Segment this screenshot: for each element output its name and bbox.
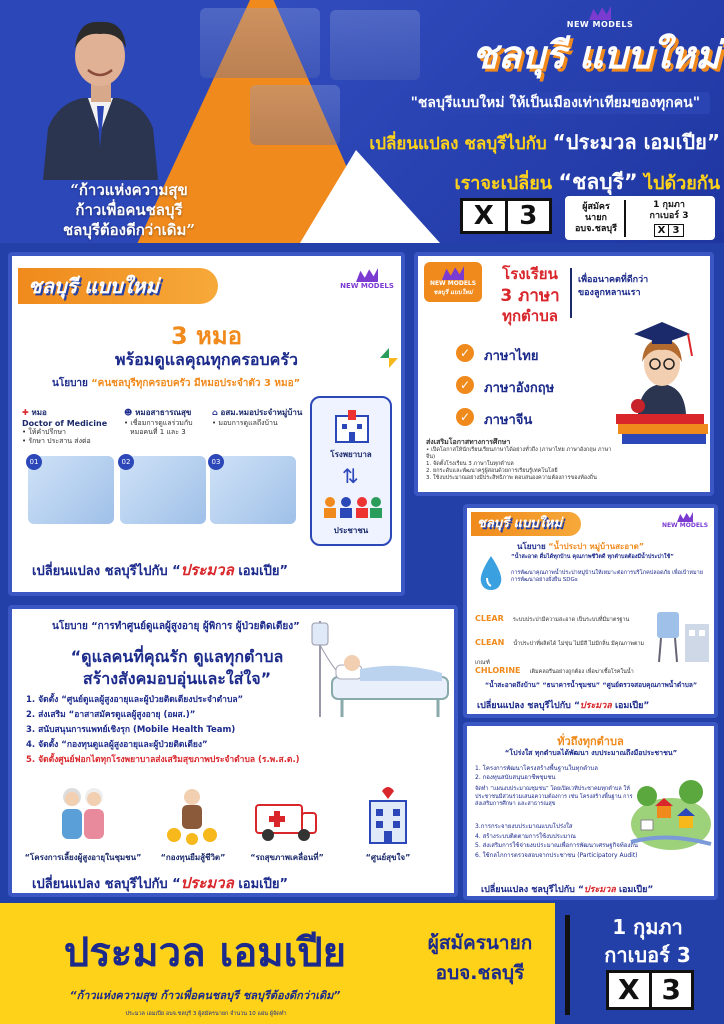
- hospital-people-panel: [310, 396, 392, 546]
- exchange-arrow-icon: ⇅: [342, 464, 359, 488]
- policy-text: “การทำศูนย์ดูแลผู้สูงอายุ ผู้พิการ ผู้ป่วยติดเตียง”: [91, 621, 300, 632]
- footer-name: ประมวล: [579, 701, 612, 711]
- water-drop-icon: [477, 554, 505, 592]
- background-photo: [250, 85, 340, 145]
- village-map-illustration: [627, 766, 713, 856]
- water-item-text: เติมคลอรีนอย่างถูกต้อง เพื่อฆ่าเชื้อโรคในน้ำ: [529, 669, 634, 675]
- card-title: 3 หมอ: [170, 322, 243, 350]
- doctor-name: อสม.หมอประจำหมู่บ้าน: [220, 408, 303, 417]
- role-line: ผู้สมัครนายก: [427, 932, 533, 954]
- slogan-line: ก้าวเพื่อคนชลบุรี: [75, 201, 183, 219]
- fund-paragraph: จัดทำ “แผนงบประมาณชุมชน” โดยเปิดเวทีประชาคมทุกตำบล ให้ประชาชนมีส่วนร่วมเสนอความต้องการ เช่น โครงสร้างพื้นฐาน การส่งเสริมการศึกษา และสาธารณสุข: [475, 786, 633, 807]
- new-models-logo: [332, 268, 402, 290]
- doctor-point: หมอคนที่ 1 และ 3: [130, 428, 186, 436]
- mini-ballot-x: X: [655, 225, 669, 236]
- role-line: นายก: [585, 212, 607, 223]
- language-label: ภาษาอังกฤษ: [484, 381, 555, 396]
- tagline-text: "ชลบุรีแบบใหม่ ให้เป็นเมืองเท่าเทียมของทุกคน": [401, 92, 710, 114]
- notes-line: • เปิดโอกาสให้นักเรียนเรียนภาษาได้อย่างทั่วถึง (ภาษาไทย ภาษาอังกฤษ ภาษาจีน): [426, 447, 612, 460]
- vote-number-label: กาเบอร์ 3: [604, 943, 691, 967]
- card-subtitle: พร้อมดูแลคุณทุกครอบครัว: [115, 350, 298, 369]
- card-banner: ชลบุรี แบบใหม่: [471, 512, 581, 536]
- policy-label: นโยบาย: [52, 378, 88, 389]
- ballot-x: X: [463, 201, 508, 231]
- water-item-label: CHLORINE: [475, 666, 521, 675]
- doctor-name: หมอสาธารณสุข: [135, 408, 192, 417]
- election-date-info: [575, 913, 720, 969]
- fund-item: 1. โครงการพัฒนาโครงสร้างพื้นฐานในทุกตำบล: [475, 765, 598, 772]
- ballot-x: X: [609, 973, 652, 1007]
- elder-icon-caption: “โครงการเลี้ยงผู้สูงอายุในชุมชน”: [24, 853, 142, 862]
- new-models-icon: [442, 266, 464, 280]
- new-models-icon: [677, 512, 693, 522]
- role-line: อบจ.ชลบุรี: [575, 223, 617, 234]
- role-line: อบจ.ชลบุรี: [435, 962, 525, 984]
- notes-line: 2. ยกระดับและพัฒนาครูผู้สอนด้วยการเรียนรู้เทคโนโลยี: [426, 468, 558, 474]
- footer-prefix: เปลี่ยนแปลง ชลบุรีไปกับ “: [481, 885, 584, 895]
- header-tagline: [340, 92, 710, 114]
- footer-suffix: เอมเปีย”: [233, 564, 288, 579]
- doctor-column: [22, 406, 132, 446]
- water-tags: “น้ำสะอาดถึงบ้าน” “ธนาคารน้ำชุมชน” “ศูนย์ตรวจสอบคุณภาพน้ำตำบล”: [484, 681, 698, 689]
- footer-name: ประมวล: [583, 885, 616, 895]
- elder-policy-list: [26, 693, 326, 768]
- card-budget-transparency: [463, 722, 718, 900]
- fund-item: 2. กองทุนสนับสนุนอาชีพชุมชน: [475, 774, 556, 781]
- hospital-icon: [332, 408, 372, 444]
- footer-fine-print: ประมวล เอมเปีย อบจ.ชลบุรี 3 ผู้สมัครนายก จำนวน 10 แผ่น ผู้จัดทำ: [125, 1011, 287, 1017]
- footer-suffix: เอมเปีย”: [233, 877, 288, 892]
- vote-date: 1 กุมภา: [653, 199, 685, 210]
- water-item-text: น้ำประปาที่ผลิตได้ ไม่ขุ่น ไม่มีสี ไม่มีกลิ่น มีคุณภาพตามเกณฑ์: [475, 641, 645, 666]
- policy-text: “คนชลบุรีทุกครอบครัว มีหมอประจำตัว 3 หมอ”: [91, 378, 301, 389]
- water-item: [475, 606, 645, 625]
- step-number: 03: [208, 454, 224, 470]
- card-three-language-school: [414, 252, 714, 496]
- notes-line: 1. จัดตั้งโรงเรียน 3 ภาษาในทุกตำบล: [426, 461, 514, 467]
- decor-icon: [380, 348, 398, 368]
- ballot-box: [606, 970, 694, 1010]
- school-title-languages: 3 ภาษา: [500, 286, 560, 306]
- candidate-name-large: ประมวล เอมเปีย: [63, 929, 347, 976]
- water-item-label: CLEAR: [475, 614, 504, 623]
- elder-quote: สร้างสังคมอบอุ่นและใส่ใจ”: [82, 669, 272, 688]
- village-volunteer-photo: [210, 456, 296, 524]
- vote-number: กาเบอร์ 3: [649, 210, 689, 221]
- student-with-books-illustration: [614, 308, 710, 448]
- footer-name: ประมวล: [180, 874, 234, 892]
- candidate-role: [405, 928, 555, 988]
- fund-item: 5. ส่งเสริมการใช้จ่ายงบประมาณเพื่อการพัฒนาเศรษฐกิจท้องถิ่น: [475, 842, 639, 849]
- footer-slogan: “ก้าวแห่งความสุข ก้าวเพื่อคนชลบุรี ชลบุรีต้องดีกว่าเดิม”: [69, 989, 341, 1002]
- water-item-label: CLEAN: [475, 638, 505, 647]
- hospital-label: โรงพยาบาล: [330, 450, 372, 459]
- card-footer-slogan: [32, 871, 352, 895]
- medical-cross-icon: ✚: [22, 408, 29, 417]
- notes-title: ส่งเสริมโอกาสทางการศึกษา: [426, 438, 511, 446]
- elderly-couple-icon: [54, 783, 110, 847]
- water-quote: “น้ำสะอาด ดื่มได้ทุกบ้าน คุณภาพชีวิตดี ทุกตำบลต้องมีน้ำประปาใช้”: [511, 554, 674, 560]
- doctor-point: • เชื่อมการดูแลร่วมกับ: [124, 419, 193, 427]
- policy-label: นโยบาย: [52, 621, 88, 632]
- logo-text: NEW MODELS: [340, 282, 394, 290]
- logo-text: NEW MODELS: [429, 280, 477, 287]
- fund-item: 3.การกระจายงบประมาณแบบโปร่งใส: [475, 823, 573, 830]
- ballot-number: 3: [519, 201, 538, 231]
- fund-list-a: [475, 764, 625, 782]
- divider: [570, 268, 572, 318]
- step-number: 01: [26, 454, 42, 470]
- footer-prefix: เปลี่ยนแปลง ชลบุรีไปกับ “: [32, 877, 181, 892]
- new-models-logo: [657, 512, 713, 529]
- check-icon: ✓: [456, 376, 474, 394]
- doctor-title: [22, 406, 132, 419]
- card-three-doctors: [8, 252, 405, 596]
- candidate-name: “ประมวล เอมเปีย”: [552, 130, 720, 154]
- card-footer-slogan: [481, 882, 711, 896]
- village-health-icon: ⌂: [212, 408, 218, 417]
- new-models-icon: [356, 268, 378, 282]
- policy-line: [52, 376, 392, 391]
- footer-suffix: เอมเปีย”: [611, 701, 650, 711]
- card-banner: ชลบุรี แบบใหม่: [18, 268, 218, 304]
- footer-name: ประมวล: [180, 561, 234, 579]
- ballot-number: 3: [661, 973, 681, 1006]
- language-label: ภาษาจีน: [484, 413, 533, 428]
- logo-text: NEW MODELS: [661, 522, 709, 529]
- education-notes: [426, 438, 616, 482]
- water-tower-icon: [651, 604, 713, 664]
- footer-prefix: เปลี่ยนแปลง ชลบุรีไปกับ “: [477, 701, 580, 711]
- elder-quote: “ดูแลคนที่คุณรัก ดูแลทุกตำบล: [70, 647, 284, 666]
- logo-text: NEW MODELS: [566, 20, 634, 29]
- fund-title: ทั่วถึงทุกตำบล: [557, 735, 624, 748]
- header-change-line: [330, 126, 720, 158]
- doctor-photo: [28, 456, 114, 524]
- donation-fund-icon: [162, 783, 222, 847]
- doctor-title: [212, 406, 312, 419]
- doctor-column: [212, 406, 312, 428]
- header-title: ชลบุรี แบบใหม่: [471, 33, 720, 77]
- people-group-icon: [320, 494, 384, 518]
- health-worker-icon: ☻: [124, 408, 133, 417]
- slogan-line: “ก้าวแห่งความสุข: [70, 181, 188, 199]
- fund-item: 4. สร้างระบบติดตามการใช้งบประมาณ: [475, 832, 577, 840]
- candidate-portrait: [38, 8, 163, 180]
- badge-subtitle: ชลบุรี แบบใหม่: [433, 289, 473, 296]
- doctor-point: • มอบการดูแลถึงบ้าน: [212, 419, 278, 427]
- notes-line: 3. ใช้งบประมาณอย่างมีประสิทธิภาพ ตอบสนองความต้องการของท้องถิ่น: [426, 475, 597, 481]
- side-note-line: ของลูกหลานเรา: [578, 288, 641, 298]
- school-title: โรงเรียน: [502, 265, 558, 283]
- policy-label: นโยบาย: [517, 542, 546, 551]
- candidate-role: [568, 202, 624, 235]
- policy-text: “น้ำประปา หมู่บ้านสะอาด”: [548, 542, 645, 551]
- card-elderly-care: [8, 605, 458, 897]
- side-note: [578, 274, 688, 300]
- election-date: 1 กุมภา: [612, 915, 683, 939]
- background-photo: [330, 10, 420, 80]
- vote-info: [624, 200, 712, 237]
- water-description: การพัฒนาคุณภาพน้ำประปาหมู่บ้านให้เหมาะต่อการบริโภคปลอดภัย เพื่อเป้าหมายการพัฒนาอย่างยั่งยืน SDGs: [511, 570, 703, 583]
- new-models-badge: [424, 262, 482, 302]
- card-footer-slogan: [477, 698, 717, 712]
- side-note-line: เพื่ออนาคตที่ดีกว่า: [578, 275, 649, 285]
- elder-icon-caption: “รถสุขภาพเคลื่อนที่”: [250, 853, 324, 862]
- doctor-subtitle: Doctor of Medicine: [22, 419, 108, 428]
- together-a: เราจะเปลี่ยน: [454, 173, 553, 194]
- mini-ballot-number: 3: [672, 224, 680, 236]
- header-election-info: [565, 196, 715, 240]
- health-worker-photo: [120, 456, 206, 524]
- slogan-line: ชลบุรีต้องดีกว่าเดิม”: [62, 221, 196, 239]
- health-center-building-icon: [362, 781, 414, 845]
- background-photo: [200, 8, 320, 78]
- change-prefix: เปลี่ยนแปลง ชลบุรีไปกับ: [369, 134, 547, 154]
- language-label: ภาษาไทย: [484, 349, 539, 364]
- elder-icon-caption: “กองทุนยืมสู้ชีวิต”: [160, 853, 226, 862]
- check-icon: ✓: [456, 408, 474, 426]
- fund-item: 6. ใช้กลไกการตรวจสอบจากประชาชน (Participatory Audit): [475, 851, 638, 859]
- footer-suffix: เอมเปีย”: [615, 885, 654, 895]
- elder-policy-item-highlight: 5. จัดตั้งศูนย์ฟอกไตทุกโรงพยาบาลส่งเสริมสุขภาพประจำตำบล (ร.พ.ส.ต.): [26, 755, 300, 765]
- new-models-icon: [589, 6, 611, 20]
- fund-quote: “โปร่งใส ทุกตำบลได้พัฒนา งบประมาณถึงมือประชาชน”: [504, 749, 678, 757]
- people-label: ประชาชน: [333, 526, 369, 535]
- step-number: 02: [118, 454, 134, 470]
- elder-icon-caption: “ศูนย์สุขใจ”: [365, 853, 411, 862]
- card-footer-slogan: [32, 558, 372, 582]
- doctor-title: [124, 406, 224, 419]
- doctor-point: • ให้คำปรึกษา: [22, 428, 66, 436]
- together-b: “ชลบุรี”: [558, 170, 638, 194]
- footer-divider: [565, 915, 570, 1015]
- elder-policy-item: 1. จัดตั้ง “ศูนย์ดูแลผู้สูงอายุและผู้ป่วยติดเตียงประจำตำบล”: [26, 695, 244, 705]
- doctor-point: • รักษา ประสาน ส่งต่อ: [22, 437, 91, 445]
- ambulance-icon: [252, 789, 320, 845]
- elder-policy-item: 4. จัดตั้ง “กองทุนดูแลผู้สูงอายุและผู้ป่วยติดเตียง”: [26, 740, 208, 750]
- check-icon: ✓: [456, 344, 474, 362]
- doctor-name: หมอ: [31, 408, 47, 417]
- doctor-column: [124, 406, 224, 437]
- water-item-text: ระบบประปามีความสะอาด เป็นระบบที่มีมาตรฐาน: [512, 617, 630, 623]
- role-line: ผู้สมัคร: [582, 201, 610, 212]
- together-c: ไปด้วยกัน: [643, 173, 720, 194]
- policy-line: [517, 540, 707, 553]
- mini-ballot: [654, 224, 684, 237]
- elder-policy-item: 3. สนับสนุนการแพทย์เชิงรุก (Mobile Health Team): [26, 725, 236, 735]
- card-clean-water: [463, 504, 718, 718]
- elder-policy-item: 2. ส่งเสริม “อาสาสมัครดูแลผู้สูงอายุ (อผส.)”: [26, 710, 196, 720]
- school-title-every-subdistrict: ทุกตำบล: [502, 307, 558, 325]
- footer-prefix: เปลี่ยนแปลง ชลบุรีไปกับ “: [32, 564, 181, 579]
- ballot-box: [460, 198, 552, 234]
- water-item: [475, 658, 645, 677]
- header-together-line: [330, 166, 720, 199]
- header-slogan: [14, 180, 244, 240]
